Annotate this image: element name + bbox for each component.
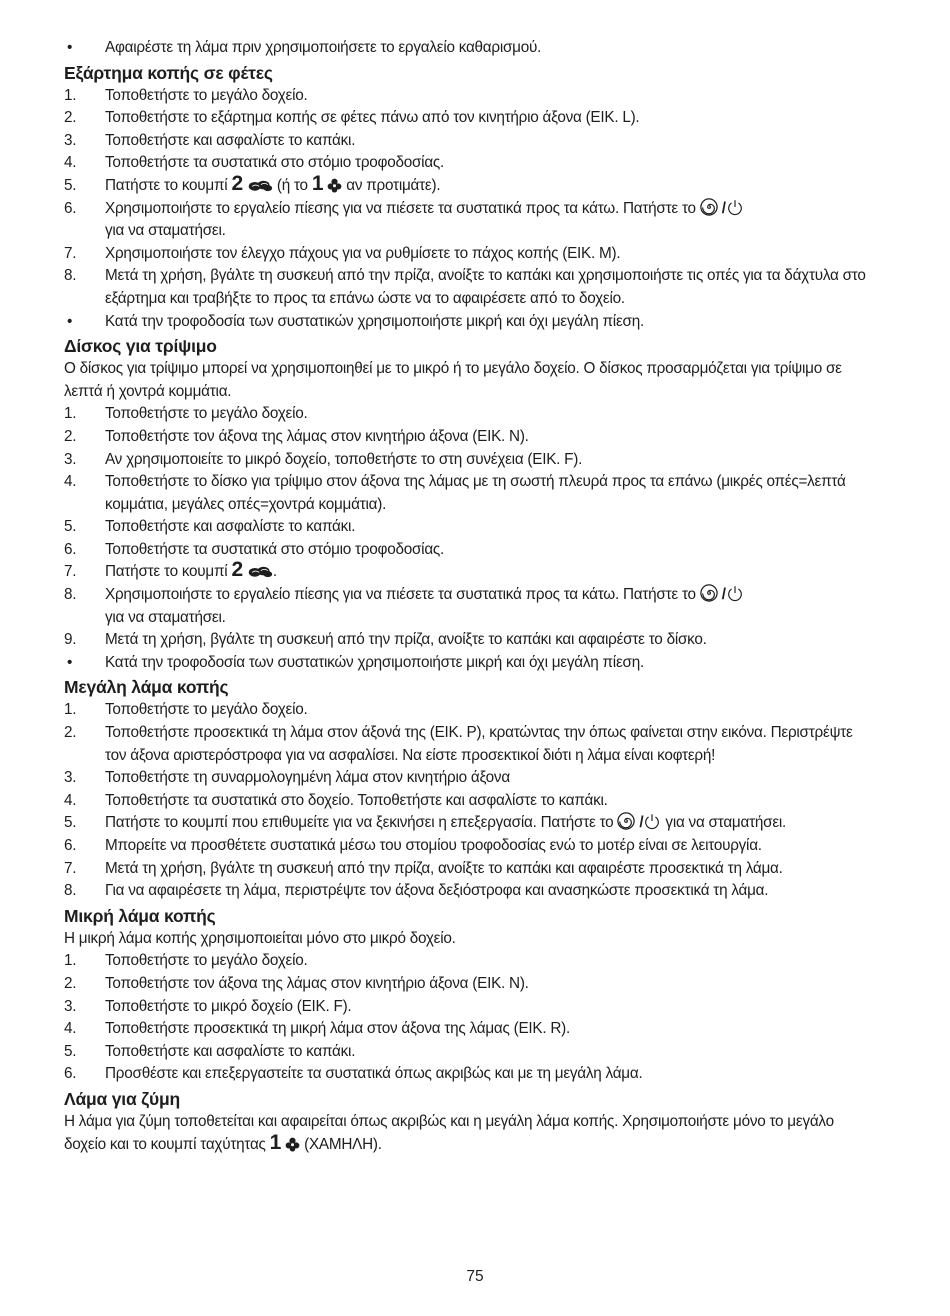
list-number: 7. (64, 859, 77, 877)
list-item (64, 426, 874, 449)
pulse-spiral-icon (700, 198, 718, 216)
list-item (64, 107, 874, 130)
list-number: 7. (64, 244, 77, 262)
list-number: 5. (64, 518, 77, 536)
list-item-text (105, 584, 874, 629)
list-number: 1. (64, 701, 77, 719)
speed-number: 1 (311, 171, 324, 195)
pulse-spiral-icon (617, 812, 635, 830)
list-item (64, 516, 874, 539)
list-item (64, 699, 874, 722)
list-item-text: Τοποθετήστε το μεγάλο δοχείο. (105, 405, 308, 423)
list-number: 5. (64, 1042, 77, 1060)
list-item (64, 973, 874, 996)
list-item-text (105, 812, 874, 835)
list-item-text: Τοποθετήστε τον άξονα της λάμας στον κινητήριο άξονα (ΕΙΚ. N). (105, 427, 529, 445)
list-item (64, 950, 874, 973)
manual-page (64, 37, 874, 1156)
power-icon (726, 584, 744, 602)
list-item-text: Τοποθετήστε το μεγάλο δοχείο. (105, 86, 308, 104)
bullet-marker: • (67, 39, 73, 56)
separator: / (639, 814, 644, 832)
bullet-item (64, 652, 874, 675)
list-number: 1. (64, 405, 77, 423)
list-item (64, 449, 874, 472)
list-item-text: Μετά τη χρήση, βγάλτε τη συσκευή από την πρίζα, ανοίξτε το καπάκι και αφαιρέστε το δίσκο. (105, 631, 707, 649)
list-number: 7. (64, 563, 77, 581)
list-item (64, 171, 874, 198)
list-number: 4. (64, 791, 77, 809)
section-intro (64, 1111, 874, 1156)
list-item (64, 1041, 874, 1064)
bullet-text: Αφαιρέστε τη λάμα πριν χρησιμοποιήσετε το εργαλείο καθαρισμού. (105, 39, 542, 56)
list-item-text: Τοποθετήστε το μεγάλο δοχείο. (105, 952, 308, 970)
list-item-text (105, 198, 874, 243)
list-number: 2. (64, 974, 77, 992)
bullet-text: Κατά την τροφοδοσία των συστατικών χρησιμοποιήστε μικρή και όχι μεγάλη πίεση. (105, 653, 644, 671)
text-segment: για να σταματήσει. (105, 222, 226, 240)
list-item-text: Για να αφαιρέσετε τη λάμα, περιστρέψτε τον άξονα δεξιόστροφα και ανασηκώστε προσεκτικά τη λάμα. (105, 882, 769, 900)
page-number: 75 (466, 1268, 484, 1285)
list-number: 6. (64, 837, 77, 854)
intro-bullet (64, 37, 874, 60)
list-item (64, 558, 874, 584)
list-item-text (105, 171, 874, 198)
list-item-text: Τοποθετήστε και ασφαλίστε το καπάκι. (105, 518, 356, 536)
list-number: 1. (64, 952, 77, 970)
list-item (64, 996, 874, 1019)
list-item-text: Τοποθετήστε το εξάρτημα κοπής σε φέτες πάνω από τον κινητήριο άξονα (ΕΙΚ. L). (105, 109, 640, 127)
list-item-text: Τοποθετήστε και ασφαλίστε το καπάκι. (105, 1042, 356, 1060)
list-item (64, 539, 874, 562)
speed-1-icon (327, 178, 342, 193)
list-number: 4. (64, 1020, 77, 1038)
text-segment: Πατήστε το κουμπί (105, 176, 232, 194)
list-number: 6. (64, 1065, 77, 1083)
text-segment: αν προτιμάτε). (342, 176, 441, 194)
list-item-text: Τοποθετήστε και ασφαλίστε το καπάκι. (105, 131, 356, 149)
list-number: 2. (64, 427, 77, 445)
list-item (64, 629, 874, 652)
list-number: 2. (64, 109, 77, 127)
list-item-text: Τοποθετήστε τον άξονα της λάμας στον κινητήριο άξονα (ΕΙΚ. N). (105, 974, 529, 992)
list-item-text: Μπορείτε να προσθέτετε συστατικά μέσω του στομίου τροφοδοσίας ενώ το μοτέρ είναι σε λειτουργία. (105, 837, 762, 854)
list-item-text: Τοποθετήστε τα συστατικά στο στόμιο τροφοδοσίας. (105, 154, 445, 172)
list-number: 1. (64, 86, 77, 104)
list-number: 8. (64, 586, 77, 604)
list-item (64, 812, 874, 835)
text-segment: Πατήστε το κουμπί που επιθυμείτε για να ξεκινήσει η επεξεργασία. Πατήστε το (105, 814, 618, 832)
list-item-text: Τοποθετήστε τα συστατικά στο δοχείο. Τοποθετήστε και ασφαλίστε το καπάκι. (105, 791, 608, 809)
power-icon (726, 198, 744, 216)
bullet-marker: • (67, 653, 73, 671)
list-item (64, 85, 874, 108)
bullet-item (64, 311, 874, 334)
text-segment: Χρησιμοποιήστε το εργαλείο πίεσης για να πιέσετε τα συστατικά προς τα κάτω. Πατήστε το (105, 199, 700, 217)
list-item (64, 1063, 874, 1086)
list-item-text: Τοποθετήστε τη συναρμολογημένη λάμα στον κινητήριο άξονα (105, 769, 510, 787)
speed-1-icon (285, 1137, 300, 1152)
text-segment: (ΧΑΜΗΛΗ). (300, 1135, 382, 1153)
list-item (64, 858, 874, 881)
list-number: 9. (64, 631, 77, 649)
list-number: 2. (64, 724, 77, 742)
list-item (64, 767, 874, 790)
list-item (64, 790, 874, 813)
section-intro: Ο δίσκος για τρίψιμο μπορεί να χρησιμοποιηθεί με το μικρό ή το μεγάλο δοχείο. Ο δίσκος προσαρμόζεται για τρίψιμο σε λεπτά ή χοντρά κομμάτια. (64, 360, 842, 400)
list-item-text: Τοποθετήστε τα συστατικά στο στόμιο τροφοδοσίας. (105, 540, 445, 558)
list-item (64, 471, 874, 516)
speed-number: 1 (269, 1130, 282, 1154)
list-item-text: Αν χρησιμοποιείτε το μικρό δοχείο, τοποθετήστε το στη συνέχεια (ΕΙΚ. F). (105, 450, 583, 468)
text-segment: . (272, 563, 277, 581)
list-item (64, 198, 874, 243)
section-title-small-blade: Μικρή λάμα κοπής (64, 905, 216, 926)
list-number: 8. (64, 267, 77, 285)
list-number: 5. (64, 814, 77, 832)
speed-2-icon (247, 564, 273, 579)
list-item-text: Τοποθετήστε προσεκτικά τη λάμα στον άξονά της (ΕΙΚ. P), κρατώντας την όπως φαίνεται στην εικόνα. Περιστρέψτε τον άξονα αριστερόστροφα για να ασφαλίσει. Να είστε προσεκτικοί διότι η λάμα είναι κοφτερή! (105, 724, 853, 764)
section-title-large-blade: Μεγάλη λάμα κοπής (64, 677, 229, 698)
separator: / (721, 586, 726, 604)
list-number: 6. (64, 540, 77, 558)
text-segment: (ή το (272, 176, 312, 194)
bullet-text: Κατά την τροφοδοσία των συστατικών χρησιμοποιήστε μικρή και όχι μεγάλη πίεση. (105, 312, 644, 330)
list-item-text: Μετά τη χρήση, βγάλτε τη συσκευή από την πρίζα, ανοίξτε το καπάκι και αφαιρέστε προσεκτικά τη λάμα. (105, 859, 783, 877)
list-item (64, 130, 874, 153)
speed-number: 2 (231, 171, 243, 195)
speed-number: 2 (231, 558, 243, 582)
speed-2-icon (247, 178, 273, 193)
list-item (64, 265, 874, 310)
section-intro: Η μικρή λάμα κοπής χρησιμοποιείται μόνο στο μικρό δοχείο. (64, 929, 456, 947)
text-segment: Πατήστε το κουμπί (105, 563, 232, 581)
list-number: 3. (64, 997, 77, 1015)
text-segment: για να σταματήσει. (105, 608, 226, 626)
list-number: 3. (64, 769, 77, 787)
list-item-text (105, 558, 874, 584)
list-number: 4. (64, 473, 77, 491)
list-item-text: Τοποθετήστε προσεκτικά τη μικρή λάμα στον άξονα της λάμας (ΕΙΚ. R). (105, 1020, 570, 1038)
pulse-spiral-icon (700, 584, 718, 602)
list-item (64, 152, 874, 175)
list-item-text: Χρησιμοποιήστε τον έλεγχο πάχους για να ρυθμίσετε το πάχος κοπής (ΕΙΚ. M). (105, 244, 621, 262)
list-number: 6. (64, 199, 77, 217)
list-number: 3. (64, 450, 77, 468)
list-item (64, 584, 874, 629)
text-segment: Χρησιμοποιήστε το εργαλείο πίεσης για να πιέσετε τα συστατικά προς τα κάτω. Πατήστε το (105, 586, 700, 604)
list-item (64, 243, 874, 266)
list-item (64, 722, 874, 767)
list-number: 3. (64, 131, 77, 149)
section-title-slicing: Εξάρτημα κοπής σε φέτες (64, 62, 273, 83)
text-segment: Η λάμα για ζύμη τοποθετείται και αφαιρείται όπως ακριβώς και η μεγάλη λάμα κοπής. Χρησιμοποιήστε μόνο το μεγάλο δοχείο και το κουμπί ταχύτητας (64, 1112, 834, 1153)
power-icon (643, 812, 661, 830)
list-item-text: Τοποθετήστε το μικρό δοχείο (ΕΙΚ. F). (105, 997, 352, 1015)
list-number: 4. (64, 154, 77, 172)
text-segment: για να σταματήσει. (661, 814, 787, 832)
list-item (64, 880, 874, 903)
list-item-text: Μετά τη χρήση, βγάλτε τη συσκευή από την πρίζα, ανοίξτε το καπάκι και χρησιμοποιήστε τις οπές για τα δάχτυλα στο εξάρτημα και τραβήξτε το προς τα επάνω ώστε να το αφαιρέσετε από το δοχείο. (105, 267, 866, 307)
list-item-text: Προσθέστε και επεξεργαστείτε τα συστατικά όπως ακριβώς και με τη μεγάλη λάμα. (105, 1065, 643, 1083)
section-title-grating: Δίσκος για τρίψιμο (64, 336, 217, 357)
list-item (64, 403, 874, 426)
list-number: 8. (64, 882, 77, 900)
list-number: 5. (64, 176, 77, 194)
section-title-dough: Λάμα για ζύμη (64, 1088, 181, 1109)
list-item (64, 835, 874, 858)
separator: / (721, 199, 726, 217)
list-item-text: Τοποθετήστε το μεγάλο δοχείο. (105, 701, 308, 719)
bullet-marker: • (67, 312, 73, 330)
list-item-text: Τοποθετήστε το δίσκο για τρίψιμο στον άξονα της λάμας με τη σωστή πλευρά προς τα επάνω (μικρές οπές=λεπτά κομμάτια, μεγάλες οπές=χοντρά κομμάτια). (105, 473, 846, 513)
list-item (64, 1018, 874, 1041)
